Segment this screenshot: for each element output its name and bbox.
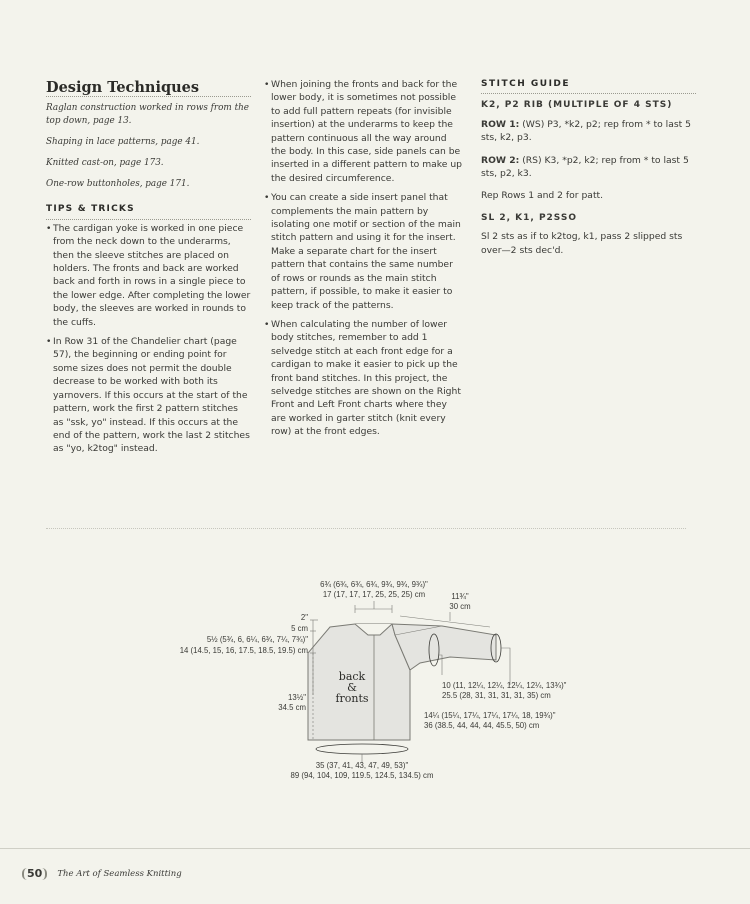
stitch-guide-title: STITCH GUIDE bbox=[481, 78, 696, 94]
rib-repeat: Rep Rows 1 and 2 for patt. bbox=[481, 190, 604, 202]
tip-item: • The cardigan yoke is worked in one piece from the neck down to the underarms, then the sleeve stitches are placed on holders. The fronts and back are worked back and forth in rows in a single piece to the lower edge. After completing the lower body, the sleeves are worked in rounds to the cuffs. bbox=[46, 222, 251, 329]
row-1-text: (WS) P3, *k2, p2; rep from * to last 5 sts, k2, p3. bbox=[481, 118, 692, 144]
upper-arm-cm: 25.5 (28, 31, 31, 31, 31, 35) cm bbox=[442, 691, 551, 700]
technique-ref: One-row buttonholes, page 171. bbox=[46, 179, 190, 190]
technique-ref: Knitted cast-on, page 173. bbox=[46, 158, 164, 169]
neck-width-cm: 17 (17, 17, 17, 25, 25, 25) cm bbox=[322, 590, 426, 599]
tips-list-continued bbox=[264, 78, 464, 439]
column-middle bbox=[264, 78, 464, 445]
hip-circ-in: 35 (37, 41, 43, 47, 49, 53)" bbox=[315, 761, 409, 770]
tip-item: • In Row 31 of the Chandelier chart (page 57), the beginning or ending point for some sizes does not permit the double decrease to be worked with both its yarnovers. If this occurs at the start of the pattern, work the first 2 pattern stitches as "ssk, yo" instead. If this occurs at the end of the pattern, work the last 2 stitches as "yo, k2tog" instead. bbox=[46, 335, 251, 456]
upper-arm-in: 10 (11, 12¼, 12¼, 12¼, 12¼, 13¾)" bbox=[442, 681, 567, 690]
technique-ref: Raglan construction worked in rows from the top down, page 13. bbox=[46, 103, 249, 127]
garment-schematic bbox=[150, 575, 610, 785]
book-title: The Art of Seamless Knitting bbox=[57, 869, 182, 879]
column-right bbox=[481, 78, 696, 266]
section-divider bbox=[46, 528, 686, 529]
hip-circ-cm: 89 (94, 104, 109, 119.5, 124.5, 134.5) cm bbox=[290, 771, 434, 780]
sleeve-top-in: 11¾" bbox=[451, 592, 469, 601]
row-1-label: ROW 1: bbox=[481, 118, 520, 130]
body-length-cm: 34.5 cm bbox=[278, 703, 306, 712]
body-length-in: 13½" bbox=[288, 693, 306, 702]
neck-width-in: 6¾ (6¾, 6¾, 6¾, 9¾, 9¾, 9¾)" bbox=[320, 580, 428, 589]
row-2-text: (RS) K3, *p2, k2; rep from * to last 5 sts, p2, k3. bbox=[481, 154, 689, 180]
rib-pattern-heading: K2, P2 RIB (MULTIPLE OF 4 STS) bbox=[481, 100, 673, 111]
neck-depth-cm: 5 cm bbox=[291, 624, 308, 633]
column-left bbox=[46, 78, 251, 462]
footer-rule bbox=[0, 848, 750, 849]
ampersand-label: & bbox=[347, 681, 357, 694]
back-label: back bbox=[338, 670, 366, 683]
yoke-depth-cm: 14 (14.5, 15, 16, 17.5, 18.5, 19.5) cm bbox=[179, 646, 308, 655]
leader-line bbox=[501, 648, 510, 685]
page-footer bbox=[22, 868, 182, 880]
rib-row-2 bbox=[481, 154, 696, 181]
hip-circ bbox=[316, 744, 408, 754]
neck-depth-in: 2" bbox=[300, 613, 308, 622]
fronts-label: fronts bbox=[335, 692, 369, 705]
cuff-in: 14¼ (15¼, 17¼, 17¼, 17¼, 18, 19¾)" bbox=[424, 711, 556, 720]
sleeve-top-cm: 30 cm bbox=[449, 602, 471, 611]
tip-item: • You can create a side insert panel that complements the main pattern by isolating one motif or section of the main stitch pattern and using it for the insert. Make a separate chart for the insert pattern that contains the same number of rows or rounds as the main stitch pattern, if possible, to make it easier to keep track of the patterns. bbox=[264, 191, 464, 312]
sl2-text: Sl 2 sts as if to k2tog, k1, pass 2 slipped sts over—2 sts dec'd. bbox=[481, 231, 683, 256]
yoke-depth-in: 5½ (5¾, 6, 6¼, 6¾, 7¼, 7¾)" bbox=[206, 635, 308, 644]
tips-list bbox=[46, 222, 251, 456]
row-2-label: ROW 2: bbox=[481, 154, 520, 166]
tip-item: • When calculating the number of lower body stitches, remember to add 1 selvedge stitch at each front edge for a cardigan to make it easier to pick up the front band stitches. In this project, the selvedge stitches are shown on the Right Front and Left Front charts where they are worked in garter stitch (knit every row) at the front edges. bbox=[264, 318, 464, 439]
sl2-heading: SL 2, K1, P2SSO bbox=[481, 212, 578, 223]
technique-ref: Shaping in lace patterns, page 41. bbox=[46, 137, 200, 148]
page-number: 50 bbox=[22, 868, 47, 880]
design-techniques-title: Design Techniques bbox=[46, 81, 251, 97]
rib-row-1 bbox=[481, 118, 696, 145]
sleeve-outline bbox=[392, 624, 496, 670]
tips-tricks-title: TIPS & TRICKS bbox=[46, 203, 251, 219]
tip-item: • When joining the fronts and back for the lower body, it is sometimes not possible to add full pattern repeats (for invisible insertion) at the underarms to keep the pattern continuous all the way around the body. In this case, side panels can be inserted in a different pattern to make up the desired circumference. bbox=[264, 78, 464, 185]
cuff-cm: 36 (38.5, 44, 44, 44, 45.5, 50) cm bbox=[424, 721, 540, 730]
